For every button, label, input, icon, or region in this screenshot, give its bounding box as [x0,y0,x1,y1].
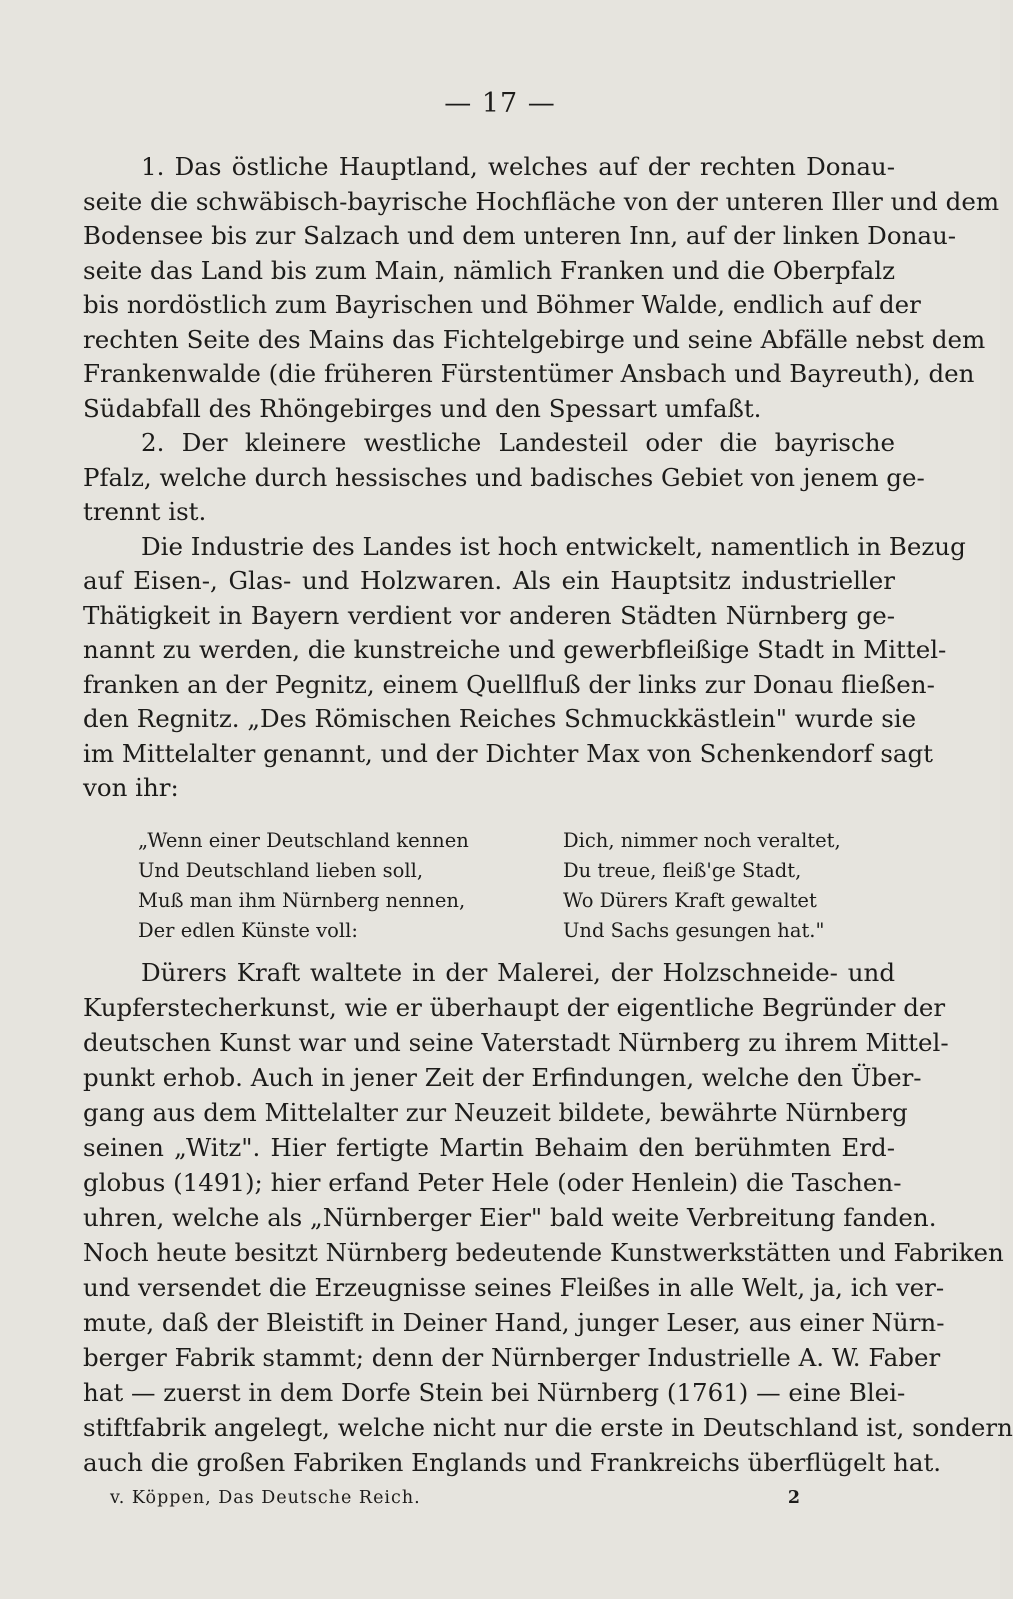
text-line: Frankenwalde (die früheren Fürstentümer Ansbach und Bayreuth), den [83,359,975,388]
poem-line: „Wenn einer Deutschland kennen [138,829,469,852]
text-line: Noch heute besitzt Nürnberg bedeutende Kunstwerkstätten und Fabriken [83,1238,1004,1267]
text-line: stiftfabrik angelegt, welche nicht nur die erste in Deutschland ist, sondern [83,1413,1013,1442]
text-line: den Regnitz. „Des Römischen Reiches Schmuckkästlein" wurde sie [83,704,917,733]
text-line: auf Eisen-, Glas- und Holzwaren. Als ein Hauptsitz industrieller [83,566,895,595]
poem-line: Der edlen Künste voll: [138,919,358,942]
text-line: von ihr: [83,773,179,802]
poem-stanza-left [138,826,469,946]
poem-line: Muß man ihm Nürnberg nennen, [138,889,466,912]
signature-mark: v. Köppen, Das Deutsche Reich. [110,1488,421,1508]
poem-line: Wo Dürers Kraft gewaltet [563,889,817,912]
text-line: mute, daß der Bleistift in Deiner Hand, junger Leser, aus einer Nürn- [83,1308,945,1337]
poem-stanza-right [563,826,841,946]
text-line: franken an der Pegnitz, einem Quellfluß der links zur Donau fließen- [83,669,935,699]
text-line: seinen „Witz". Hier fertigte Martin Behaim den berühmten Erd- [83,1133,895,1162]
text-line: Dürers Kraft waltete in der Malerei, der Holzschneide- und [141,958,895,987]
text-line: Kupferstecherkunst, wie er überhaupt der eigentliche Begründer der [83,993,946,1022]
text-line: Südabfall des Rhöngebirges und den Spessart umfaßt. [83,393,762,423]
text-line: punkt erhob. Auch in jener Zeit der Erfindungen, welche den Über- [83,1063,922,1092]
text-line: auch die großen Fabriken Englands und Frankreichs überflügelt hat. [83,1448,942,1477]
text-line: bis nordöstlich zum Bayrischen und Böhmer Walde, endlich auf der [83,290,921,319]
page-header: — 17 — [444,88,556,119]
text-line: Pfalz, welche durch hessisches und badisches Gebiet von jenem ge- [83,462,925,492]
text-line: uhren, welche als „Nürnberger Eier" bald weite Verbreitung fanden. [83,1203,937,1232]
poem [138,826,858,950]
text-line: berger Fabrik stammt; denn der Nürnberger Industrielle A. W. Faber [83,1343,941,1372]
text-line: deutschen Kunst war und seine Vaterstadt Nürnberg zu ihrem Mittel- [83,1028,949,1057]
text-line: seite das Land bis zum Main, nämlich Franken und die Oberpfalz [83,255,895,285]
text-line: Bodensee bis zur Salzach und dem unteren Inn, auf der linken Donau- [83,221,957,250]
text-line: globus (1491); hier erfand Peter Hele (oder Henlein) die Taschen- [83,1168,902,1197]
text-line: Thätigkeit in Bayern verdient vor anderen Städten Nürnberg ge- [83,600,895,630]
text-line: seite die schwäbisch-bayrische Hochfläche von der unteren Iller und dem [83,186,1000,216]
poem-line: Du treue, fleiß'ge Stadt, [563,859,802,882]
text-line: Die Industrie des Landes ist hoch entwickelt, namentlich in Bezug [141,531,966,561]
poem-line: Dich, nimmer noch veraltet, [563,829,841,852]
text-line: gang aus dem Mittelalter zur Neuzeit bildete, bewährte Nürnberg [83,1098,908,1127]
poem-line: Und Sachs gesungen hat." [563,919,825,942]
text-line: nannt zu werden, die kunstreiche und gewerbfleißige Stadt in Mittel- [83,635,947,664]
text-block-after-poem [83,955,1013,1480]
text-line: 2. Der kleinere westliche Landesteil oder die bayrische [141,428,895,457]
sheet-number: 2 [787,1488,800,1508]
text-line: 1. Das östliche Hauptland, welches auf der rechten Donau- [141,152,895,181]
text-line: hat — zuerst in dem Dorfe Stein bei Nürnberg (1761) — eine Blei- [83,1378,906,1407]
text-block-before-poem [83,150,1000,806]
text-line: und versendet die Erzeugnisse seines Fleißes in alle Welt, ja, ich ver- [83,1273,945,1302]
text-line: rechten Seite des Mains das Fichtelgebirge und seine Abfälle nebst dem [83,324,986,354]
text-line: trennt ist. [83,497,207,526]
poem-line: Und Deutschland lieben soll, [138,859,424,882]
text-line: im Mittelalter genannt, und der Dichter Max von Schenkendorf sagt [83,738,934,768]
